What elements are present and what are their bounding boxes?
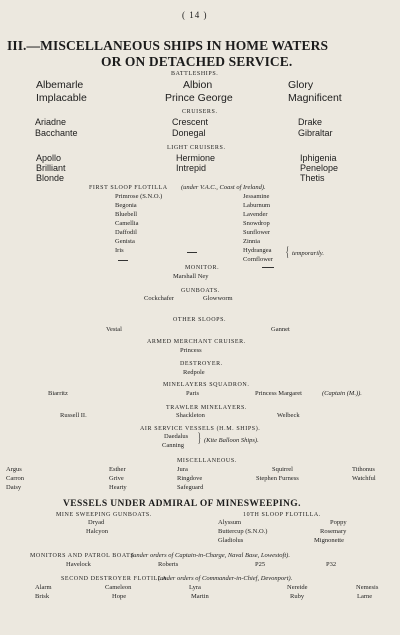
first-sloop-note: (under V.A.C., Coast of Ireland). xyxy=(181,184,266,191)
ship-name: Poppy xyxy=(330,519,347,526)
ship-name: Biarritz xyxy=(48,390,68,397)
ship-name: Canning xyxy=(162,442,185,449)
ship-name: Begonia xyxy=(115,202,137,209)
ship-name: Princess Margaret xyxy=(255,390,302,397)
ship-name: Dryad xyxy=(88,519,105,526)
ship-name: Havelock xyxy=(66,561,91,568)
ship-name: Glowworm xyxy=(203,295,233,302)
ship-name: Watchful xyxy=(352,475,376,482)
ship-name: Marshall Ney xyxy=(173,273,209,280)
air-service-title: AIR SERVICE VESSELS (H.M. SHIPS). xyxy=(140,426,261,432)
ship-name: Brilliant xyxy=(36,163,66,173)
ship-name: Primrose (S.N.O.) xyxy=(115,193,163,200)
ship-name: Hermione xyxy=(176,153,216,163)
battleships-title: BATTLESHIPS. xyxy=(171,71,219,77)
ship-name: Albemarle xyxy=(36,79,84,91)
ship-name: Hope xyxy=(112,593,127,600)
ship-name: Gibraltar xyxy=(298,128,333,138)
ship-name: Roberts xyxy=(158,561,179,568)
ship-name: Daedalus xyxy=(164,433,189,440)
gunboats-title: GUNBOATS. xyxy=(181,288,220,294)
ship-name: Brisk xyxy=(35,593,50,600)
ship-name: Implacable xyxy=(36,92,87,104)
ship-name: Nemesis xyxy=(356,584,379,591)
ship-name: Carron xyxy=(6,475,25,482)
ship-name: Squirrel xyxy=(272,466,293,473)
ship-name: Ringdove xyxy=(177,475,203,482)
ship-name: Magnificent xyxy=(288,92,342,104)
ship-name: Martin xyxy=(191,593,209,600)
ship-name: Mignonette xyxy=(314,537,344,544)
air-service-note: (Kite Balloon Ships). xyxy=(204,437,259,444)
ship-name: Vestal xyxy=(106,326,122,333)
temporarily-note: temporarily. xyxy=(292,250,324,257)
ship-name: Apollo xyxy=(36,153,62,163)
trawler-minelayers-title: TRAWLER MINELAYERS. xyxy=(166,405,248,411)
ship-name: Safeguard xyxy=(177,484,204,491)
monitors-patrol-note: (under orders of Captain-in-Charge, Naval Base, Lowestoft). xyxy=(131,552,290,559)
ship-name: Iris xyxy=(115,247,124,254)
ship-name: Bacchante xyxy=(35,128,78,138)
ship-name: Jura xyxy=(177,466,188,473)
ship-name: Welbeck xyxy=(277,412,300,419)
minesweeping-gunboats-title: MINE SWEEPING GUNBOATS. xyxy=(56,512,152,518)
ship-name: Paris xyxy=(186,390,199,397)
ship-name: Ariadne xyxy=(35,117,67,127)
ship-name: Penelope xyxy=(300,163,339,173)
light-cruisers-title: LIGHT CRUISERS. xyxy=(167,145,226,151)
ship-name: Sunflower xyxy=(243,229,271,236)
ship-name: Hydrangea xyxy=(243,247,272,254)
ship-name: Princess xyxy=(180,347,202,354)
page-number: ( 14 ) xyxy=(182,10,208,20)
cruisers-title: CRUISERS. xyxy=(182,109,218,115)
ship-name: Shackleton xyxy=(176,412,205,419)
miscellaneous-title: MISCELLANEOUS. xyxy=(177,458,237,464)
ship-name: Camellia xyxy=(115,220,139,227)
ship-name: Rosemary xyxy=(320,528,347,535)
dash-rule xyxy=(262,267,274,268)
ship-name: Daffodil xyxy=(115,229,137,236)
second-destroyer-note: (under orders of Commander-in-Chief, Devonport). xyxy=(158,575,293,582)
ship-name: Argus xyxy=(6,466,22,473)
dash-rule xyxy=(118,260,128,261)
ship-name: Cockchafer xyxy=(144,295,174,302)
first-sloop-title: FIRST SLOOP FLOTILLA xyxy=(89,185,168,191)
ship-name: Gladiolus xyxy=(218,537,244,544)
ship-name: Cameleon xyxy=(105,584,132,591)
ship-name: Lyra xyxy=(189,584,201,591)
ship-name: Intrepid xyxy=(176,163,207,173)
ship-name: Snowdrop xyxy=(243,220,270,227)
monitor-title: MONITOR. xyxy=(185,265,220,271)
ship-name: Grive xyxy=(109,475,124,482)
ship-name: Bluebell xyxy=(115,211,138,218)
ship-name: Stephen Furness xyxy=(256,475,299,482)
ship-name: Ruby xyxy=(290,593,305,600)
ship-name: Larne xyxy=(357,593,373,600)
minelayers-note: (Captain (M.)). xyxy=(322,390,362,397)
ship-name: Russell II. xyxy=(60,412,87,419)
ship-name: Genista xyxy=(115,238,135,245)
ship-name: Alyssum xyxy=(218,519,242,526)
ship-name: Redpole xyxy=(183,369,205,376)
ship-name: Glory xyxy=(288,79,314,91)
monitors-patrol-title: MONITORS AND PATROL BOATS xyxy=(30,553,135,559)
ship-name: P25 xyxy=(255,561,266,568)
armed-merchant-title: ARMED MERCHANT CRUISER. xyxy=(147,339,246,345)
ship-name: Iphigenia xyxy=(300,153,337,163)
second-destroyer-title: SECOND DESTROYER FLOTILLA xyxy=(61,576,167,582)
ship-name: Daisy xyxy=(6,484,22,491)
dash-rule xyxy=(187,252,197,253)
section-heading: III.—MISCELLANEOUS SHIPS IN HOME WATERS xyxy=(7,38,329,53)
other-sloops-title: OTHER SLOOPS. xyxy=(173,317,227,323)
ship-name: Tithonus xyxy=(352,466,375,473)
brace-icon: { xyxy=(285,245,290,260)
tenth-sloop-title: 10TH SLOOP FLOTILLA. xyxy=(243,512,321,518)
minesweeping-heading: VESSELS UNDER ADMIRAL OF MINESWEEPING. xyxy=(63,499,301,509)
ship-name: Jessamine xyxy=(243,193,270,200)
ship-name: Alarm xyxy=(35,584,52,591)
section-subheading: OR ON DETACHED SERVICE. xyxy=(101,54,293,69)
ship-name: Blonde xyxy=(36,173,65,183)
ship-name: Donegal xyxy=(172,128,206,138)
ship-name: Laburnum xyxy=(243,202,271,209)
ship-name: Buttercup (S.N.O.) xyxy=(218,528,268,535)
ship-name: Albion xyxy=(183,79,213,91)
ship-name: Thetis xyxy=(300,173,325,183)
ship-name: Drake xyxy=(298,117,323,127)
ship-name: P32 xyxy=(326,561,337,568)
brace-icon: } xyxy=(197,431,202,446)
ship-name: Lavender xyxy=(243,211,268,218)
ship-name: Cornflower xyxy=(243,256,273,263)
ship-name: Crescent xyxy=(172,117,209,127)
ship-name: Esther xyxy=(109,466,126,473)
minelayers-title: MINELAYERS SQUADRON. xyxy=(163,382,250,388)
ship-name: Gannet xyxy=(271,326,290,333)
ship-name: Halcyon xyxy=(86,528,109,535)
ship-name: Prince George xyxy=(165,92,233,104)
ship-name: Zinnia xyxy=(243,238,260,245)
ship-name: Nereide xyxy=(287,584,308,591)
ship-name: Hearty xyxy=(109,484,127,491)
destroyer-title: DESTROYER. xyxy=(180,361,223,367)
